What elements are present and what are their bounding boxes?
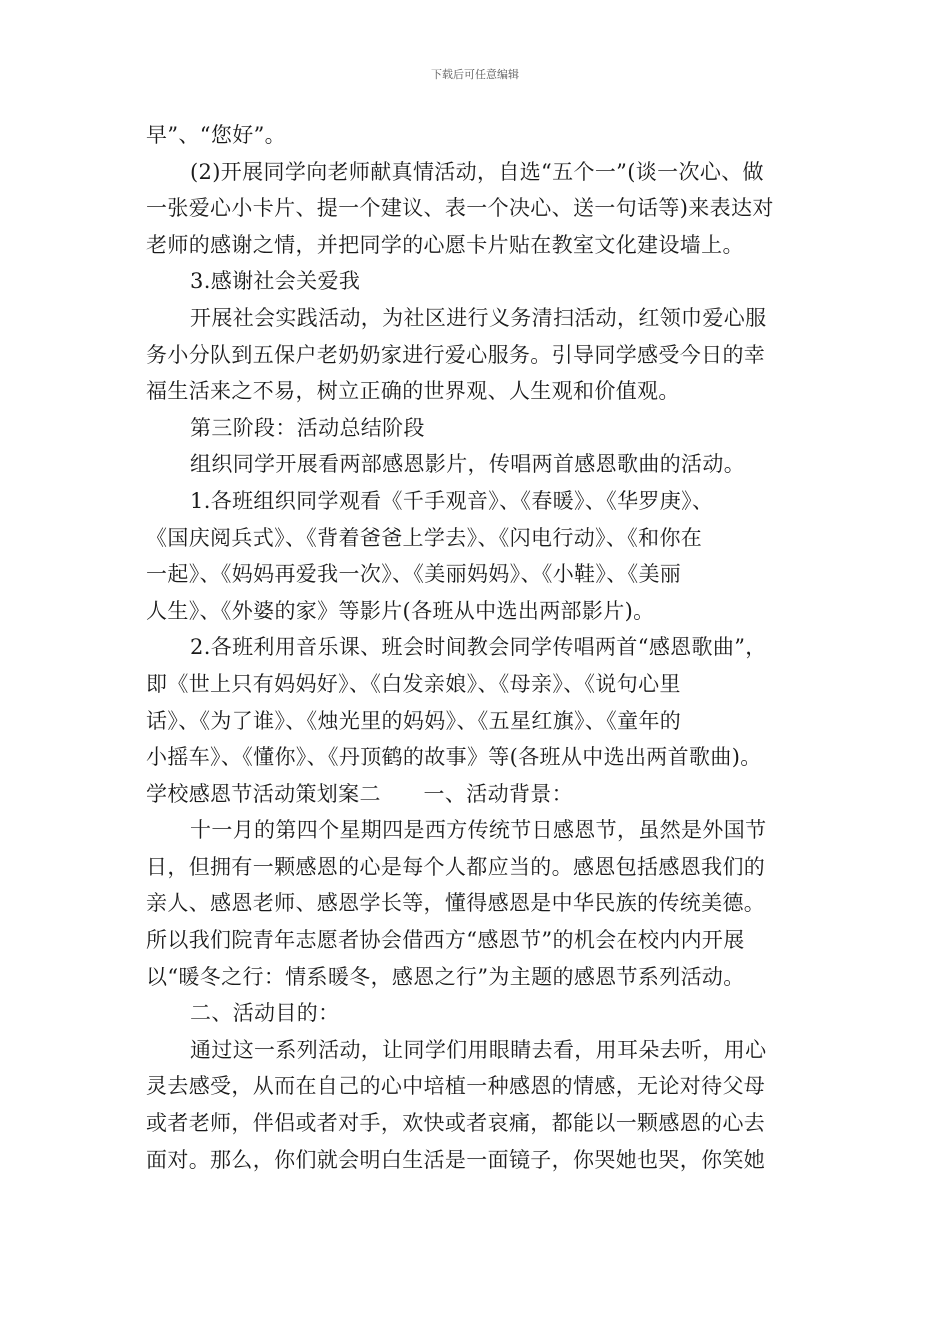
text-line: 灵去感受，从而在自己的心中培植一种感恩的情感，无论对待父母 bbox=[146, 1074, 766, 1099]
text-line: 面对。那么，你们就会明白生活是一面镜子，你哭她也哭，你笑她 bbox=[146, 1147, 766, 1172]
text-line: 组织同学开展看两部感恩影片，传唱两首感恩歌曲的活动。 bbox=[190, 452, 746, 477]
text-line: 所以我们院青年志愿者协会借西方“感恩节”的机会在校内内开展 bbox=[146, 928, 745, 953]
page-header: 下载后可任意编辑 bbox=[431, 68, 519, 81]
text-line: 亲人、感恩老师、感恩学长等，懂得感恩是中华民族的传统美德。 bbox=[146, 891, 766, 916]
text-line: 通过这一系列活动，让同学们用眼睛去看，用耳朵去听，用心 bbox=[190, 1037, 767, 1062]
text-line: 务小分队到五保户老奶奶家进行爱心服务。引导同学感受今日的幸 bbox=[146, 342, 766, 367]
text-line: 人生》、《外婆的家》等影片(各班从中选出两部影片)。 bbox=[146, 598, 655, 623]
text-line: 小摇车》、《懂你》、《丹顶鹤的故事》等(各班从中选出两首歌曲)。 bbox=[146, 745, 762, 770]
document-body bbox=[146, 117, 806, 1178]
text-line: 开展社会实践活动，为社区进行义务清扫活动，红领巾爱心服 bbox=[190, 305, 767, 330]
text-line: 福生活来之不易，树立正确的世界观、人生观和价值观。 bbox=[146, 379, 680, 404]
text-line: 一张爱心小卡片、提一个建议、表一个决心、送一句话等)来表达对 bbox=[146, 196, 774, 221]
text-line: 第三阶段：活动总结阶段 bbox=[190, 415, 425, 440]
text-line: 话》、《为了谁》、《烛光里的妈妈》、《五星红旗》、《童年的 bbox=[146, 708, 682, 733]
text-line: 即《世上只有妈妈好》、《白发亲娘》、《母亲》、《说句心里 bbox=[146, 671, 681, 696]
text-line: 3.感谢社会关爱我 bbox=[190, 269, 361, 294]
text-line: 一起》、《妈妈再爱我一次》、《美丽妈妈》、《小鞋》、《美丽 bbox=[146, 562, 682, 587]
text-line: 学校感恩节活动策划案二 一、活动背景： bbox=[146, 781, 573, 806]
text-line: 以“暖冬之行：情系暖冬，感恩之行”为主题的感恩节系列活动。 bbox=[146, 964, 745, 989]
text-line: 日，但拥有一颗感恩的心是每个人都应当的。感恩包括感恩我们的 bbox=[146, 854, 766, 879]
text-line: 早”、“您好”。 bbox=[146, 123, 287, 147]
text-line: (2)开展同学向老师献真情活动，自选“五个一”(谈一次心、做 bbox=[190, 159, 764, 184]
text-line: 老师的感谢之情，并把同学的心愿卡片贴在教室文化建设墙上。 bbox=[146, 232, 744, 257]
text-line: 2.各班利用音乐课、班会时间教会同学传唱两首“感恩歌曲”， bbox=[190, 635, 767, 660]
text-line: 十一月的第四个星期四是西方传统节日感恩节，虽然是外国节 bbox=[190, 818, 767, 843]
text-line: 或者老师，伴侣或者对手，欢快或者哀痛，都能以一颗感恩的心去 bbox=[146, 1111, 766, 1136]
text-line: 1.各班组织同学观看《千手观音》、《春暖》、《华罗庚》、 bbox=[190, 488, 714, 513]
text-line: 二、活动目的： bbox=[190, 1001, 340, 1026]
text-line: 《国庆阅兵式》、《背着爸爸上学去》、《闪电行动》、《和你在 bbox=[146, 525, 703, 550]
